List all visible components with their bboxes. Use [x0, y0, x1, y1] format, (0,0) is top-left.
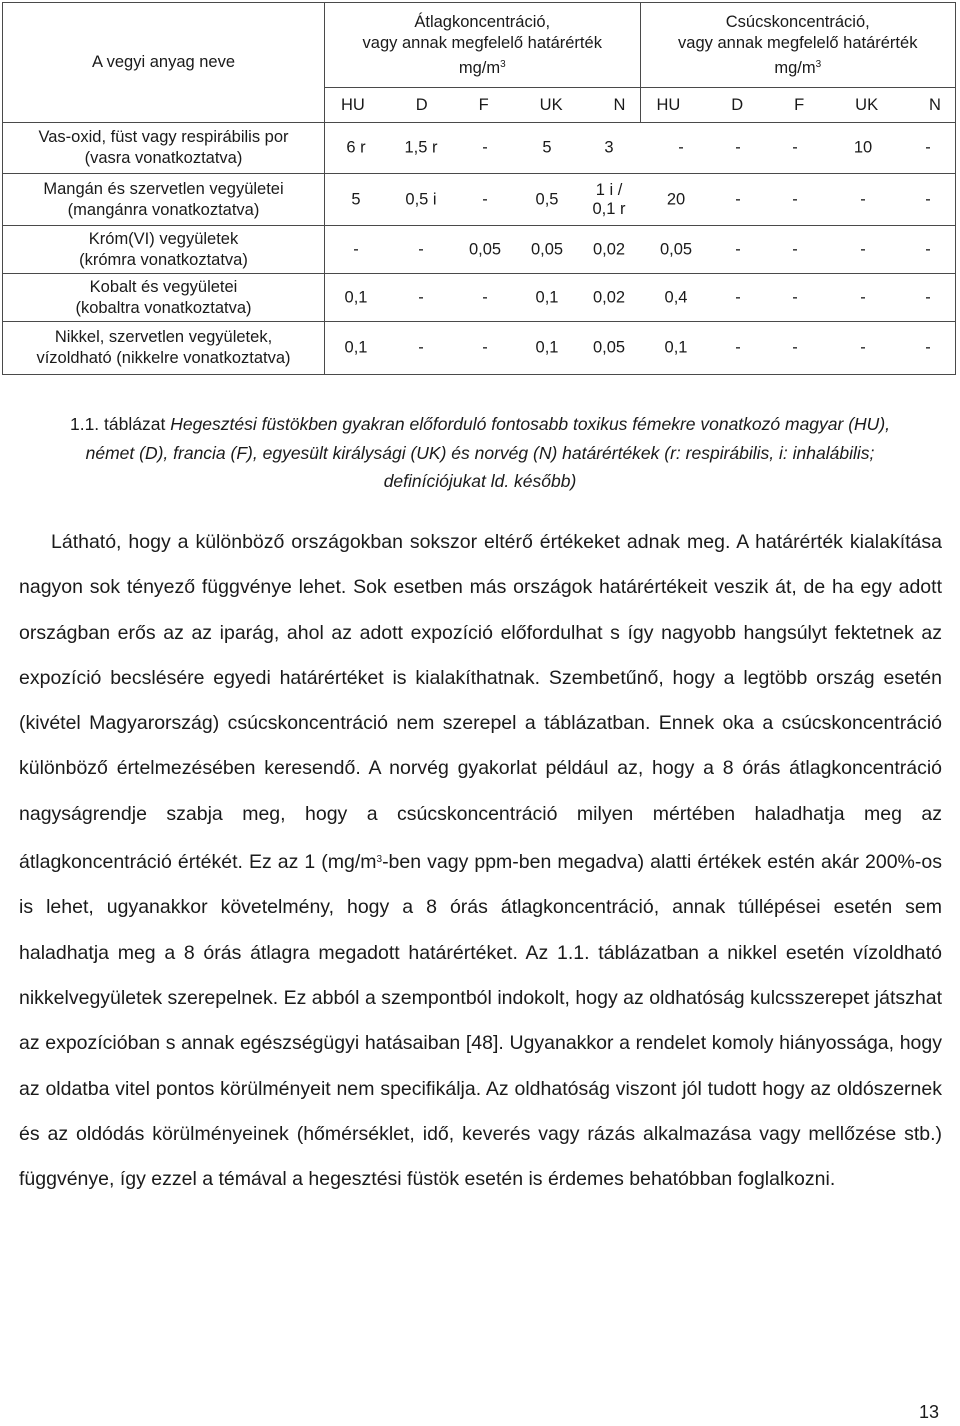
country-n: N [929, 95, 941, 114]
country-hu: HU [341, 95, 365, 114]
caption-text: Hegesztési füstökben gyakran előforduló fontosabb toxikus fémekre vonatkozó magyar (HU), német (D), francia (F), egyesült királysági (UK) és norvég (N) határértékek (r: respirábilis, i: inhalábilis; definíciójukat ld. később) [85, 414, 891, 491]
value: - [860, 288, 866, 306]
country-hu: HU [656, 95, 681, 114]
caption-number: 1.1. táblázat [69, 414, 166, 434]
value: - [735, 288, 741, 306]
values-cell [325, 123, 956, 174]
substance-name [3, 174, 325, 226]
value: - [925, 190, 931, 208]
peak-header-unit: $mg/m^3$ [774, 58, 822, 77]
value: - [735, 240, 741, 258]
value: - [792, 138, 798, 157]
country-f: F [794, 95, 805, 114]
value: - [735, 190, 741, 208]
value: 0,1 [535, 288, 559, 306]
value: - [860, 240, 866, 258]
table-row [3, 174, 956, 226]
value: 5 [542, 138, 552, 157]
table-row [3, 123, 956, 174]
substance-name-line1: Nikkel, szervetlen vegyületek, [54, 328, 273, 346]
country-n: N [613, 95, 626, 114]
limits-table [2, 2, 956, 375]
value: - [418, 240, 424, 258]
value: - [418, 288, 424, 306]
table-row [3, 226, 956, 274]
value: - [925, 338, 931, 357]
country-d: D [415, 95, 428, 114]
value: 5 [351, 190, 361, 208]
value: - [860, 338, 866, 357]
page-number: 13 [919, 1402, 940, 1422]
avg-header-unit: $mg/m^3$ [458, 58, 506, 77]
substance-name-line2: (krómra vonatkoztatva) [79, 250, 248, 269]
column-header-average [325, 3, 641, 88]
value: 0,4 [664, 288, 688, 306]
substance-name [3, 274, 325, 322]
value: - [735, 138, 741, 157]
peak-header-line2: vagy annak megfelelő határérték [678, 33, 918, 52]
value: 0,1 [664, 338, 688, 357]
substance-name-line2: (kobaltra vonatkoztatva) [75, 298, 252, 317]
value: - [925, 288, 931, 306]
value: 0,05 [592, 338, 626, 357]
column-header-peak [640, 3, 956, 88]
value: 0,05 [530, 240, 564, 258]
country-headers-average [325, 88, 641, 123]
value: 0,5 i [405, 190, 437, 208]
value: - [482, 338, 488, 357]
value: - [482, 190, 488, 208]
country-f: F [478, 95, 489, 114]
substance-name-line1: Kobalt és vegyületei [89, 277, 238, 296]
value: - [418, 338, 424, 357]
value: 0,1 [535, 338, 559, 357]
substance-name-line2: (vasra vonatkoztatva) [84, 149, 243, 167]
value: 0,05 [659, 240, 693, 258]
value: - [353, 240, 359, 258]
value: - [482, 288, 488, 306]
substance-name [3, 123, 325, 174]
value: - [482, 138, 488, 157]
value: 0,1 [344, 338, 368, 357]
body-text [19, 520, 942, 1202]
values-cell [325, 274, 956, 322]
substance-name [3, 322, 325, 375]
table-caption [60, 410, 900, 496]
value: - [925, 138, 931, 157]
value-stacked [592, 181, 625, 219]
value: - [792, 240, 798, 258]
value: - [792, 288, 798, 306]
value: 0,5 [535, 190, 559, 208]
country-headers-peak [640, 88, 956, 123]
country-d: D [731, 95, 744, 114]
value: 0,1 [344, 288, 368, 306]
value: 20 [666, 190, 686, 208]
table-row [3, 322, 956, 375]
value: - [792, 190, 798, 208]
value: 0,02 [592, 288, 626, 306]
substance-name [3, 226, 325, 274]
avg-header-line1: Átlagkoncentráció, [414, 12, 551, 31]
superscript: 3 [376, 854, 383, 866]
table-row [3, 274, 956, 322]
name-header-label: A vegyi anyag neve [91, 53, 236, 71]
value: 0,05 [468, 240, 502, 258]
value: 1,5 r [404, 138, 438, 157]
value: 3 [604, 138, 614, 157]
value: - [860, 190, 866, 208]
values-cell [325, 226, 956, 274]
value: - [925, 240, 931, 258]
substance-name-line1: Mangán és szervetlen vegyületei [43, 179, 284, 198]
country-uk: UK [539, 95, 563, 114]
paragraph-text: -ben vagy ppm-ben megadva) alatti értékek estén akár 200%-os is lehet, ugyanakkor követelmény, hogy a 8 órás átlagkoncentráció, annak túllépései esetén sem haladhatja meg a 8 órás átlagra megadott határértéket. Az 1.1. táblázatban a nikkel esetén vízoldható nikkelvegyületek szerepelnek. Ez abból a szempontból indokolt, hogy az oldhatóság kulcsszerepet játszhat az expozícióban s annak egészségügyi hatásaiban [48]. Ugyanakkor a rendelet komoly hiányossága, hogy az oldatba vitel pontos körülményeit nem specifikálja. Az oldhatóság viszont jól tudott hogy az oldószernek és az oldódás körülményeinek (hőmérséklet, idő, keverés vagy rázás alkalmazása vagy mellőzése stb.) függvénye, így ezzel a témával a hegesztési füstök esetén is érdemes behatóbban foglalkozni. [19, 851, 942, 1191]
value: 6 r [346, 138, 366, 157]
paragraph-text: Látható, hogy a különböző országokban sokszor eltérő értékeket adnak meg. A határérték kialakítása nagyon sok tényező függvénye lehet. Sok esetben más országok határértékeit veszik át, de ha egy adott országban erős az az iparág, ahol az adott expozíció előfordulhat s így nagyobb hangsúlyt fektetnek az expozíció becslésére egyedi határértéket is kialakíthatnak. Szembetűnő, hogy a legtöbb ország esetén (kivétel Magyarország) csúcskoncentráció nem szerepel a táblázatban. Ennek oka a csúcskoncentráció különböző értelmezésében keresendő. A norvég gyakorlat például az, hogy a 8 órás átlagkoncentráció nagyságrendje szabja meg, hogy a csúcskoncentráció milyen mértében haladhatja meg az átlagkoncentráció értékét. Ez az 1 (mg/m [19, 531, 942, 874]
country-uk: UK [855, 95, 879, 114]
value: 0,1 r [592, 199, 626, 218]
value: 1 i / [595, 180, 623, 199]
values-cell [325, 322, 956, 375]
value: 0,02 [592, 240, 626, 258]
substance-name-line2: vízoldható (nikkelre vonatkoztatva) [36, 349, 291, 367]
column-header-name [3, 3, 325, 123]
value: 10 [853, 138, 873, 157]
peak-header-line1: Csúcskoncentráció, [725, 12, 870, 31]
value: - [735, 338, 741, 357]
substance-name-line2: (mangánra vonatkoztatva) [67, 200, 260, 219]
substance-name-line1: Vas-oxid, füst vagy respirábilis por [38, 128, 289, 146]
value: - [792, 338, 798, 357]
substance-name-line1: Króm(VI) vegyületek [88, 229, 239, 248]
avg-header-line2: vagy annak megfelelő határérték [362, 33, 602, 52]
values-cell [325, 174, 956, 226]
paragraph [19, 520, 942, 1202]
value: - [678, 138, 684, 157]
